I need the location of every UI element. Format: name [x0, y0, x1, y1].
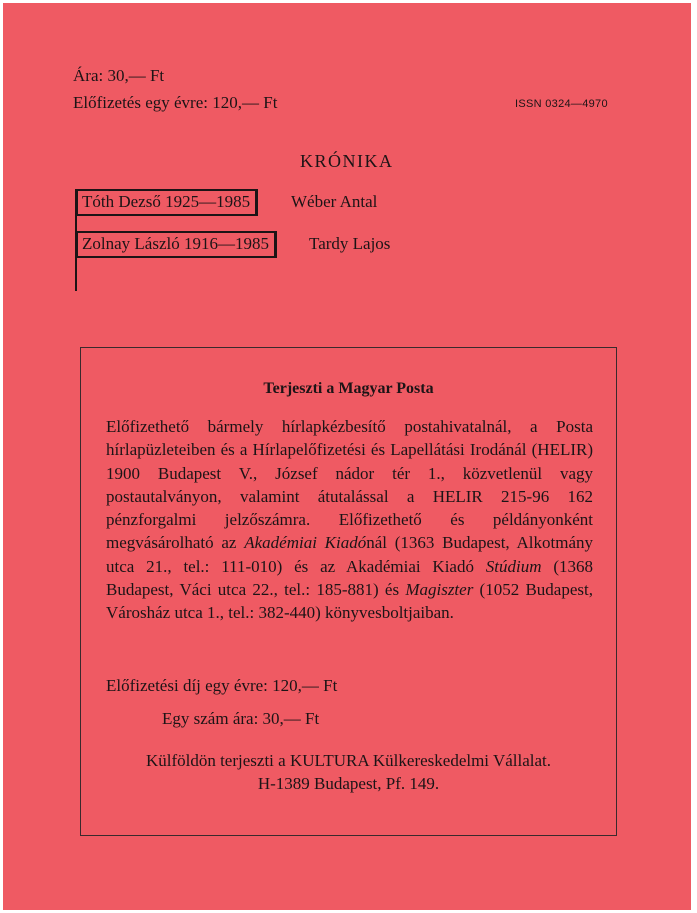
section-title: KRÓNIKA	[300, 151, 394, 171]
paragraph-text: (1368 Budapest, Váci utca 22., tel.: 185-881) és	[106, 556, 593, 600]
annual-subscription-price: Előfizetés egy évre: 120,— Ft	[73, 93, 278, 112]
single-issue-price: Egy szám ára: 30,— Ft	[162, 709, 320, 728]
obituary-box-zolnay: Zolnay László 1916—1985	[75, 231, 277, 258]
paragraph-text: (1052 Budapest, Városház utca 1., tel.: 382-440) könyvesboltjaiban.	[106, 580, 593, 623]
bracket-line	[75, 231, 77, 291]
publisher-name: Akadémiai Kiadó	[244, 533, 367, 553]
obituary-box-toth: Tóth Dezső 1925—1985	[75, 189, 258, 216]
paragraph-text: Előfizethető bármely hírlapkézbesítő postahivatalnál, a Posta hírlapüzleteiben és a Hírlapelőfizetési és Lapellátási Irodánál (HELIR) 1900 Budapest V., József nádor tér 1., közvetlenül vagy postautalványon, valamint átutalással a HELIR 215-96 162 pénzforgalmi jelzőszámra. Előfizethető és példányonként megvásárolható az	[106, 417, 593, 553]
foreign-address: H-1389 Budapest, Pf. 149.	[257, 774, 440, 793]
bookshop-name: Magiszter	[405, 580, 474, 600]
distribution-box	[80, 347, 617, 836]
subscription-info-paragraph	[106, 415, 593, 625]
bracket-line	[75, 189, 77, 231]
bookshop-name: Stúdium	[485, 556, 542, 576]
distribution-title: Terjeszti a Magyar Posta	[263, 380, 434, 397]
back-cover	[3, 3, 691, 910]
foreign-distribution	[81, 749, 616, 795]
paragraph-text: nál (1363 Budapest, Alkotmány utca 21., tel.: 111-010) és az Akadémiai Kiadó	[106, 533, 593, 576]
author-weber: Wéber Antal	[291, 192, 378, 211]
issn: ISSN 0324—4970	[515, 98, 608, 110]
foreign-distributor: Külföldön terjeszti a KULTURA Külkereskedelmi Vállalat.	[145, 751, 552, 770]
author-tardy: Tardy Lajos	[309, 234, 391, 253]
issue-price: Ára: 30,— Ft	[73, 66, 165, 85]
annual-fee: Előfizetési díj egy évre: 120,— Ft	[106, 676, 338, 695]
